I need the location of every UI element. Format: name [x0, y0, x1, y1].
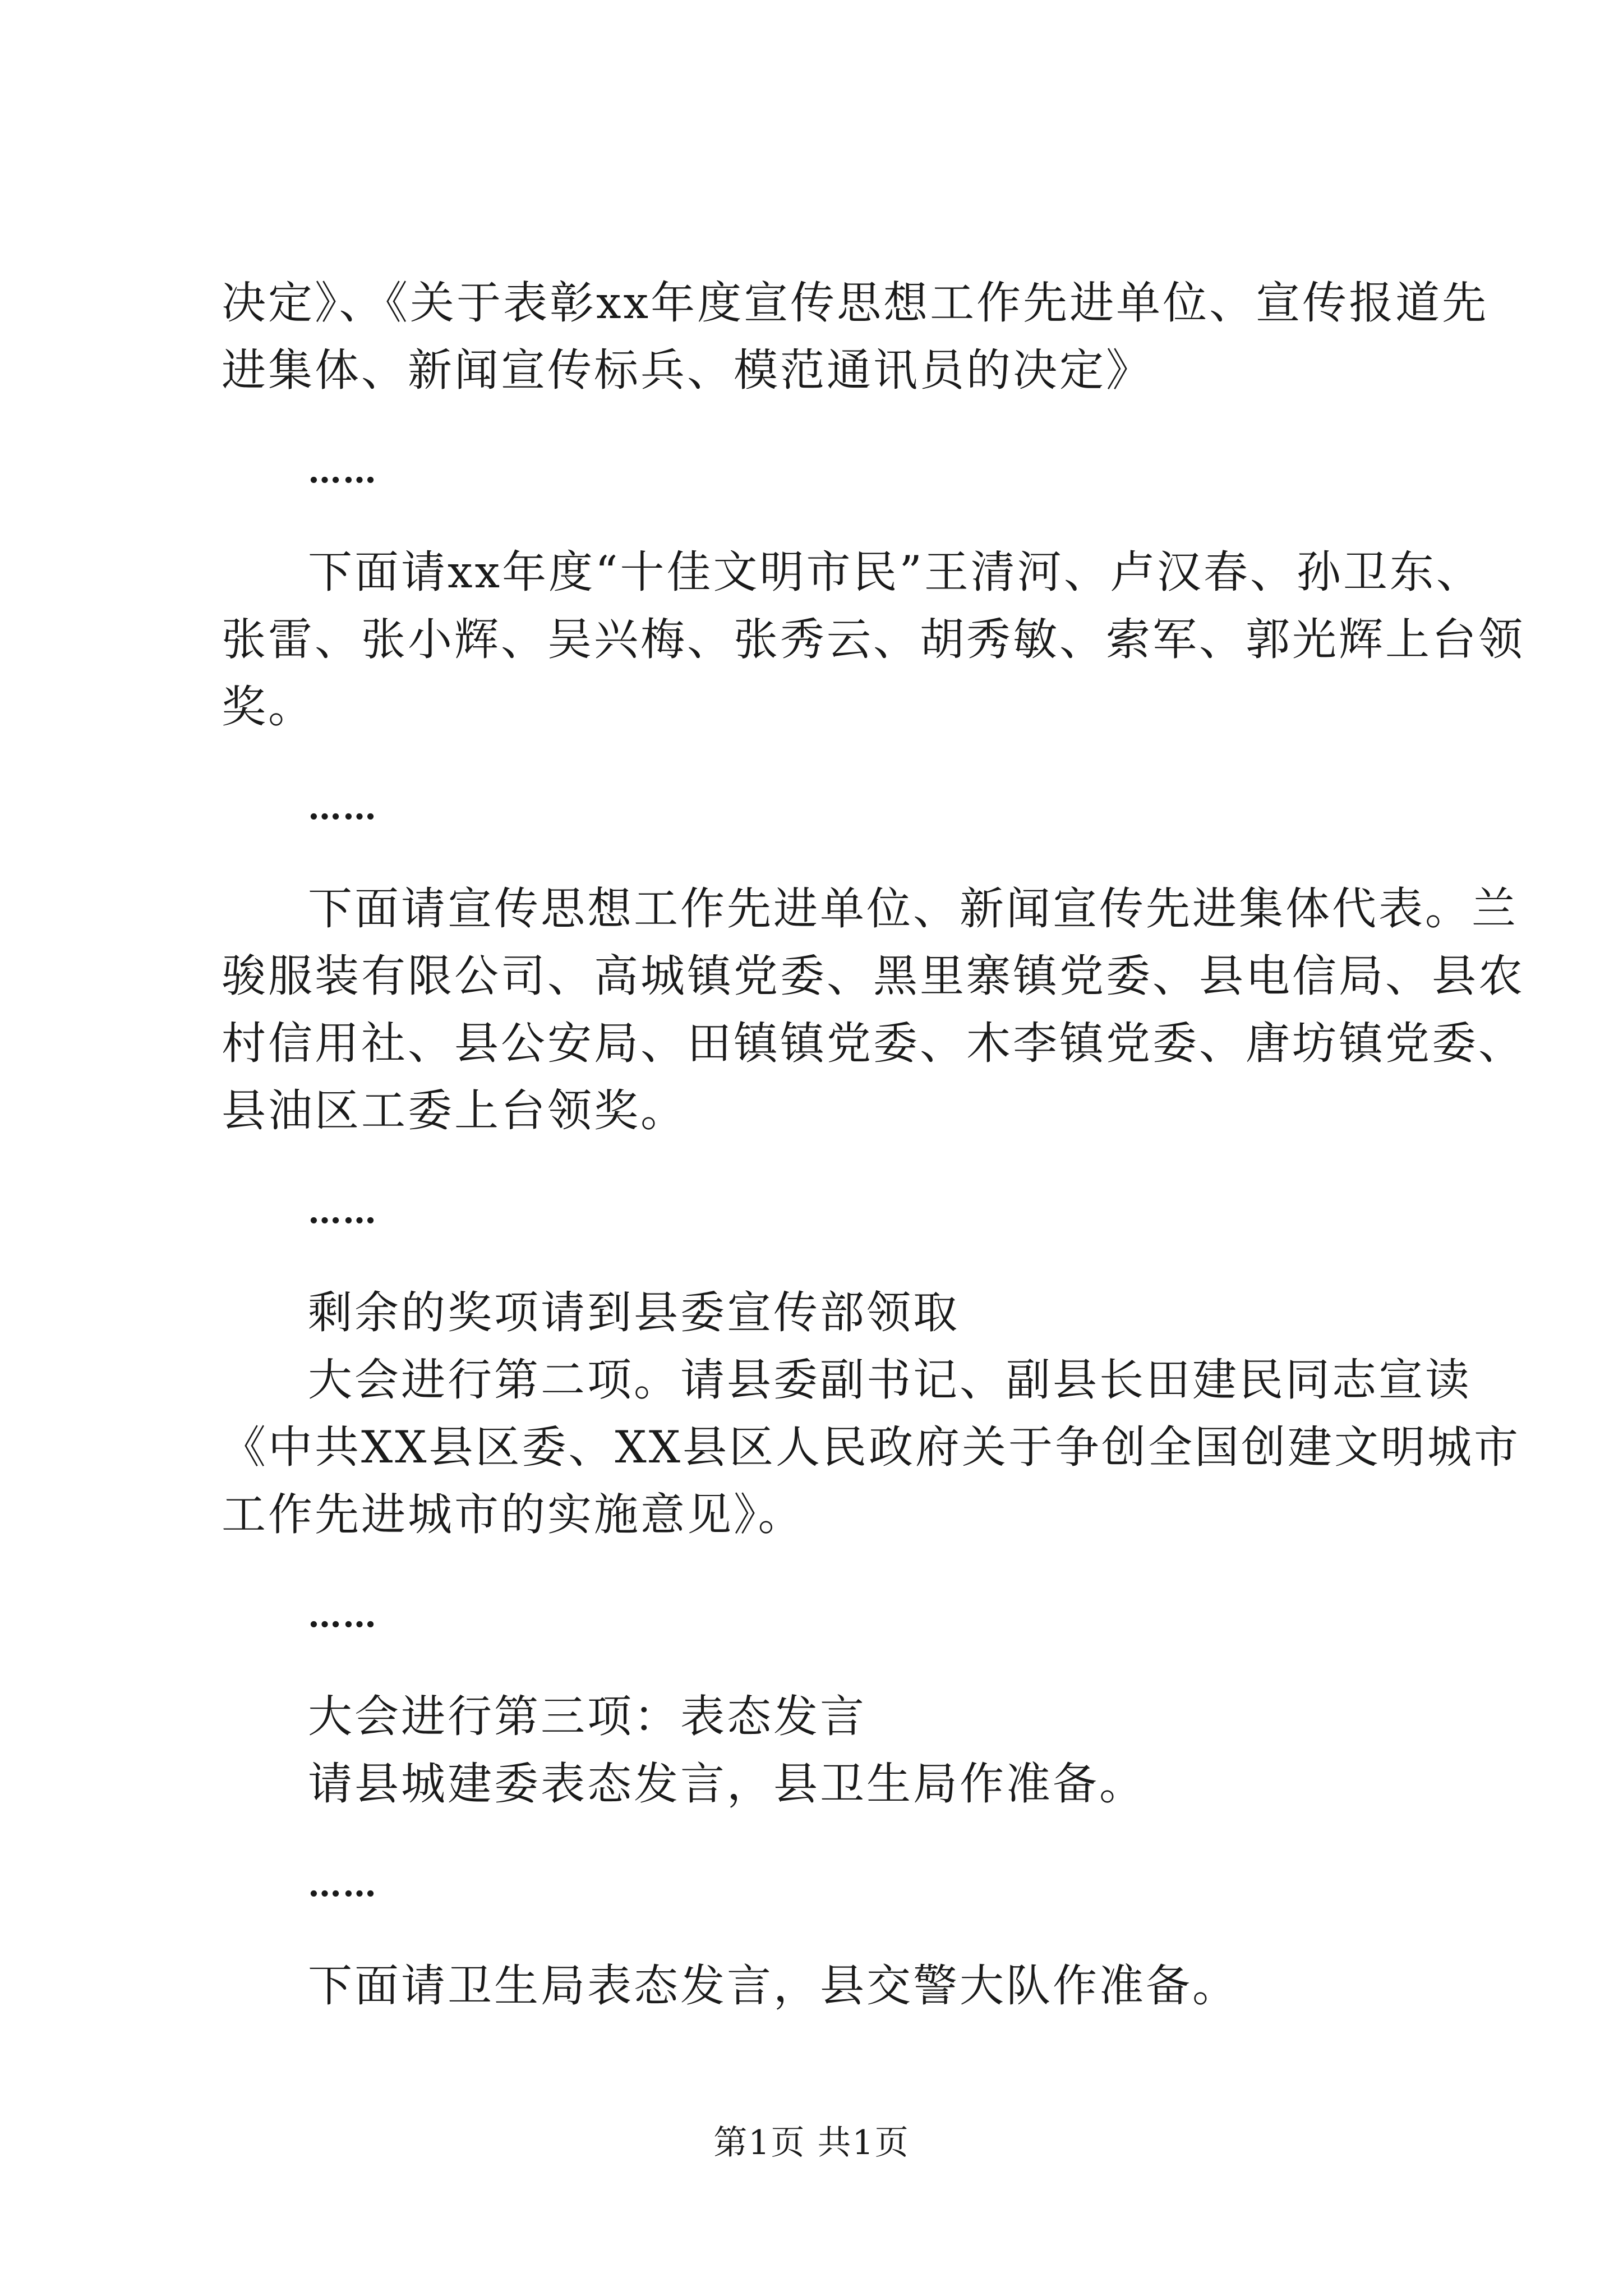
paragraph-line: 剩余的奖项请到县委宣传部领取	[308, 1287, 960, 1338]
paragraph-line: 大会进行第三项：表态发言	[308, 1691, 866, 1742]
document-body	[222, 269, 1525, 2019]
paragraph-line: 进集体、新闻宣传标兵、模范通讯员的决定》	[222, 344, 1152, 396]
paragraph-line: 决定》、《关于表彰xx年度宣传思想工作先进单位、宣传报道先	[222, 277, 1489, 329]
ellipsis-separator: ……	[308, 1865, 377, 1904]
paragraph-line: 大会进行第二项。请县委副书记、副县长田建民同志宣读	[308, 1354, 1472, 1406]
ellipsis-separator: ……	[308, 788, 377, 827]
paragraph-line: 村信用社、县公安局、田镇镇党委、木李镇党委、唐坊镇党委、	[222, 1018, 1525, 1069]
paragraph-line: 骏服装有限公司、高城镇党委、黑里寨镇党委、县电信局、县农	[222, 950, 1525, 1002]
paragraph-line: 工作先进城市的实施意见》。	[222, 1489, 805, 1540]
paragraph-line: 奖。	[222, 681, 315, 733]
paragraph-line: 县油区工委上台领奖。	[222, 1085, 687, 1137]
paragraph-line: 请县城建委表态发言，县卫生局作准备。	[308, 1758, 1146, 1810]
paragraph-line: 张雷、张小辉、吴兴梅、张秀云、胡秀敏、索军、郭光辉上台领	[222, 614, 1525, 665]
ellipsis-separator: ……	[308, 1192, 377, 1231]
ellipsis-separator: ……	[308, 1596, 377, 1635]
paragraph-line: 下面请xx年度“十佳文明市民”王清河、卢汉春、孙卫东、	[308, 546, 1483, 598]
ellipsis-separator: ……	[308, 452, 377, 491]
page-footer: 第1页 共1页	[713, 2123, 910, 2162]
paragraph-line: 下面请宣传思想工作先进单位、新闻宣传先进集体代表。兰	[308, 883, 1518, 935]
paragraph-line: 《中共XX县区委、XX县区人民政府关于争创全国创建文明城市	[222, 1421, 1520, 1473]
paragraph-line: 下面请卫生局表态发言，县交警大队作准备。	[308, 1960, 1239, 2012]
